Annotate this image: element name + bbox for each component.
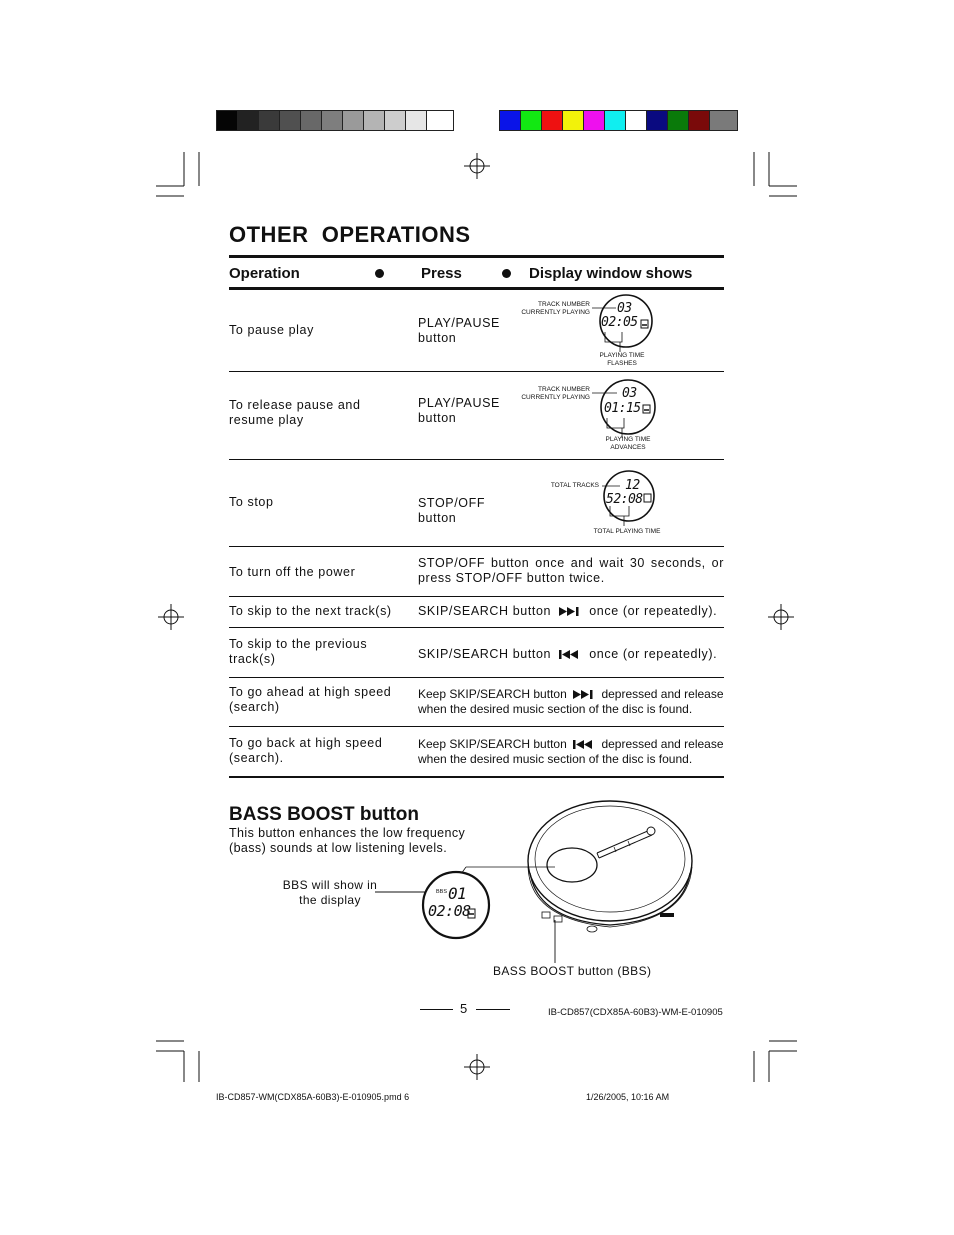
press-text: when the desired music section of the disc is found. (418, 702, 693, 716)
press-cell: STOP/OFF button (418, 496, 486, 525)
lcd-track: 03 (617, 301, 632, 316)
bbs-note: BBS will show in the display (282, 878, 378, 907)
cd-player-illustration (370, 795, 710, 975)
lcd-time: 01:15 (604, 401, 641, 416)
lcd-diagram-lines (520, 466, 690, 536)
operation-cell: To pause play (229, 323, 314, 337)
press-text: once (or repeatedly). (589, 604, 718, 618)
lcd-track: 03 (622, 386, 637, 401)
operation-cell: To turn off the power (229, 565, 356, 579)
lcd-time: 02:05 (601, 315, 638, 330)
doc-code: IB-CD857(CDX85A-60B3)-WM-E-010905 (548, 1007, 723, 1018)
skip-back-icon (573, 740, 595, 749)
press-text: once (or repeatedly). (589, 647, 718, 661)
skip-forward-icon (559, 607, 581, 616)
lcd-label: PLAYING TIME FLASHES (599, 352, 645, 367)
press-cell: PLAY/PAUSE button (418, 316, 500, 345)
operation-cell: To skip to the next track(s) (229, 604, 392, 618)
lcd-label: TRACK NUMBER CURRENTLY PLAYING (521, 386, 590, 401)
press-cell: PLAY/PAUSE button (418, 396, 500, 425)
header-operation: Operation (229, 265, 300, 282)
press-cell: STOP/OFF button once and wait 30 seconds, or press STOP/OFF button twice. (418, 556, 724, 585)
row-divider (229, 677, 724, 678)
footer-file: IB-CD857-WM(CDX85A-60B3)-E-010905.pmd 6 (216, 1092, 410, 1102)
skip-back-icon (559, 650, 581, 659)
table-top-rule (229, 255, 724, 258)
bbs-indicator: BBS (436, 889, 448, 895)
operation-cell: To stop (229, 495, 274, 509)
lcd-label: TOTAL TRACKS (550, 482, 599, 489)
lcd-time: 52:08 (606, 492, 643, 507)
bullet-icon (375, 269, 384, 278)
page-number-rule (476, 1009, 510, 1010)
press-cell (418, 604, 717, 619)
skip-forward-icon (573, 690, 595, 699)
registration-mark-icon (464, 1054, 490, 1080)
row-divider (229, 546, 724, 547)
press-text: depressed and release (601, 737, 724, 751)
press-cell (418, 737, 724, 767)
operation-cell: To go back at high speed (search). (229, 736, 383, 765)
row-divider (229, 627, 724, 628)
press-text: SKIP/SEARCH button (418, 647, 552, 661)
press-cell (418, 687, 724, 717)
row-divider (229, 371, 724, 372)
page-number-rule (420, 1009, 453, 1010)
page-number: 5 (460, 1001, 468, 1016)
lcd-label: TRACK NUMBER CURRENTLY PLAYING (521, 301, 590, 316)
bullet-icon (502, 269, 511, 278)
operation-cell: To skip to the previous track(s) (229, 637, 368, 666)
lcd-track: 01 (448, 884, 467, 903)
lcd-track: 12 (625, 478, 640, 493)
row-divider (229, 726, 724, 727)
press-text: Keep SKIP/SEARCH button (418, 687, 567, 701)
press-text: Keep SKIP/SEARCH button (418, 737, 567, 751)
operation-cell: To go ahead at high speed (search) (229, 685, 392, 714)
header-press: Press (421, 265, 462, 282)
row-divider (229, 596, 724, 597)
press-text: SKIP/SEARCH button (418, 604, 552, 618)
registration-mark-icon (158, 604, 184, 630)
lcd-time: 02:08 (428, 902, 471, 920)
press-text: when the desired music section of the disc is found. (418, 752, 693, 766)
table-bottom-rule (229, 776, 724, 778)
row-divider (229, 459, 724, 460)
operation-cell: To release pause and resume play (229, 398, 361, 427)
page-title: OTHER OPERATIONS (229, 222, 471, 247)
press-text: depressed and release (601, 687, 724, 701)
footer-timestamp: 1/26/2005, 10:16 AM (586, 1092, 670, 1102)
header-display: Display window shows (529, 265, 693, 282)
section-title: BASS BOOST button (229, 804, 419, 825)
bass-description: This button enhances the low frequency (bass) sounds at low listening levels. (229, 826, 466, 855)
press-cell (418, 647, 717, 662)
registration-mark-icon (464, 153, 490, 179)
lcd-label: TOTAL PLAYING TIME (593, 528, 661, 535)
bbs-button-label: BASS BOOST button (BBS) (493, 964, 652, 978)
registration-mark-icon (768, 604, 794, 630)
lcd-label: PLAYING TIME ADVANCES (605, 436, 651, 451)
